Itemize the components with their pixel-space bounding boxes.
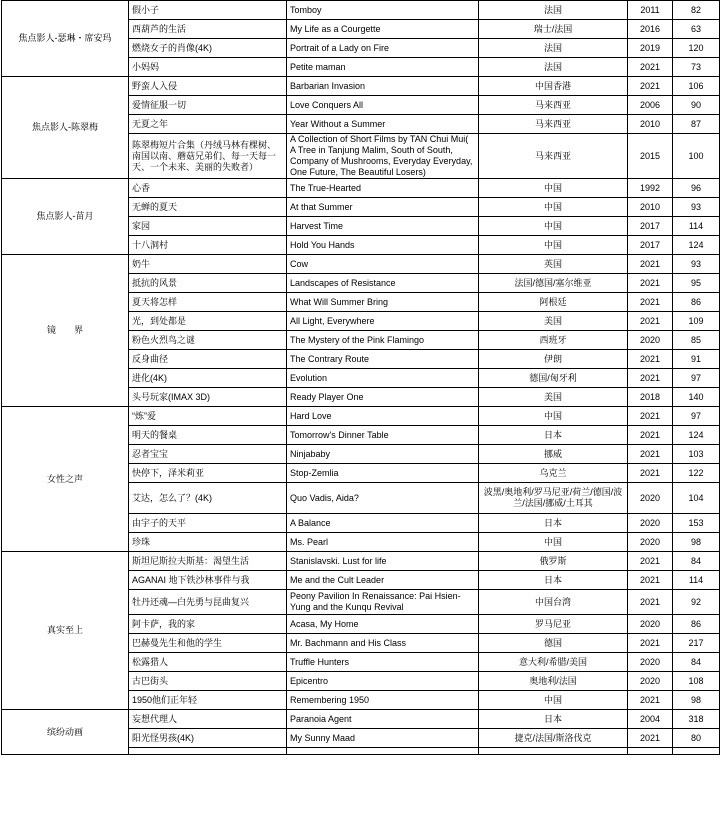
duration-cell: 98	[673, 691, 720, 710]
year-cell: 1992	[628, 179, 673, 198]
english-title-cell: The Contrary Route	[287, 350, 479, 369]
chinese-title-cell: 牡丹还魂—白先勇与昆曲复兴	[129, 590, 287, 615]
duration-cell: 92	[673, 590, 720, 615]
english-title-cell: Tomboy	[287, 1, 479, 20]
country-cell: 美国	[479, 388, 628, 407]
english-title-cell: Landscapes of Resistance	[287, 274, 479, 293]
year-cell: 2021	[628, 464, 673, 483]
year-cell: 2020	[628, 672, 673, 691]
chinese-title-cell: 进化(4K)	[129, 369, 287, 388]
duration-cell	[673, 748, 720, 755]
chinese-title-cell: 奶牛	[129, 255, 287, 274]
english-title-cell: Stanislavski. Lust for life	[287, 552, 479, 571]
chinese-title-cell: 小妈妈	[129, 58, 287, 77]
chinese-title-cell: 明天的餐桌	[129, 426, 287, 445]
country-cell: 马来西亚	[479, 115, 628, 134]
chinese-title-cell: 光，到处都是	[129, 312, 287, 331]
year-cell: 2021	[628, 571, 673, 590]
duration-cell: 103	[673, 445, 720, 464]
duration-cell: 108	[673, 672, 720, 691]
country-cell: 德国	[479, 634, 628, 653]
chinese-title-cell: 爱情征服一切	[129, 96, 287, 115]
duration-cell: 318	[673, 710, 720, 729]
country-cell: 中国台湾	[479, 590, 628, 615]
duration-cell: 109	[673, 312, 720, 331]
duration-cell: 153	[673, 514, 720, 533]
chinese-title-cell: 十八洞村	[129, 236, 287, 255]
year-cell: 2021	[628, 426, 673, 445]
section-name: 真实至上	[2, 552, 129, 710]
year-cell: 2021	[628, 729, 673, 748]
year-cell	[628, 748, 673, 755]
country-cell: 乌克兰	[479, 464, 628, 483]
chinese-title-cell: 野蛮人入侵	[129, 77, 287, 96]
year-cell: 2021	[628, 590, 673, 615]
chinese-title-cell: 夏天将怎样	[129, 293, 287, 312]
chinese-title-cell: 快停下，泽米莉亚	[129, 464, 287, 483]
year-cell: 2020	[628, 615, 673, 634]
year-cell: 2020	[628, 514, 673, 533]
duration-cell: 91	[673, 350, 720, 369]
country-cell: 中国香港	[479, 77, 628, 96]
english-title-cell: My Life as a Courgette	[287, 20, 479, 39]
duration-cell: 82	[673, 1, 720, 20]
english-title-cell: Acasa, My Home	[287, 615, 479, 634]
country-cell: 捷克/法国/斯洛伐克	[479, 729, 628, 748]
country-cell: 中国	[479, 691, 628, 710]
chinese-title-cell: 忍者宝宝	[129, 445, 287, 464]
duration-cell: 85	[673, 331, 720, 350]
year-cell: 2021	[628, 552, 673, 571]
year-cell: 2010	[628, 115, 673, 134]
country-cell: 法国	[479, 58, 628, 77]
country-cell: 中国	[479, 198, 628, 217]
section-name: 女性之声	[2, 407, 129, 552]
chinese-title-cell: AGANAI 地下铁沙林事件与我	[129, 571, 287, 590]
country-cell: 中国	[479, 179, 628, 198]
year-cell: 2021	[628, 369, 673, 388]
country-cell: 法国	[479, 39, 628, 58]
duration-cell: 93	[673, 198, 720, 217]
year-cell: 2020	[628, 653, 673, 672]
duration-cell: 122	[673, 464, 720, 483]
duration-cell: 86	[673, 293, 720, 312]
table-row	[2, 1, 720, 20]
chinese-title-cell: 反身曲径	[129, 350, 287, 369]
year-cell: 2020	[628, 483, 673, 514]
english-title-cell: Petite maman	[287, 58, 479, 77]
duration-cell: 97	[673, 369, 720, 388]
year-cell: 2021	[628, 350, 673, 369]
english-title-cell: Hard Love	[287, 407, 479, 426]
year-cell: 2004	[628, 710, 673, 729]
year-cell: 2021	[628, 77, 673, 96]
country-cell: 日本	[479, 514, 628, 533]
year-cell: 2021	[628, 312, 673, 331]
english-title-cell: At that Summer	[287, 198, 479, 217]
duration-cell: 124	[673, 426, 720, 445]
country-cell: 马来西亚	[479, 134, 628, 179]
year-cell: 2015	[628, 134, 673, 179]
duration-cell: 86	[673, 615, 720, 634]
film-schedule-table	[1, 0, 720, 755]
english-title-cell: The True-Hearted	[287, 179, 479, 198]
country-cell: 德国/匈牙利	[479, 369, 628, 388]
chinese-title-cell: 无蝉的夏天	[129, 198, 287, 217]
chinese-title-cell: 妄想代理人	[129, 710, 287, 729]
duration-cell: 73	[673, 58, 720, 77]
english-title-cell: Barbarian Invasion	[287, 77, 479, 96]
chinese-title-cell: 古巴街头	[129, 672, 287, 691]
country-cell: 美国	[479, 312, 628, 331]
chinese-title-cell: 陈翠梅短片合集（丹绒马林有棵树、南国以南、蘑菇兄弟们、每一天每一天、一个未来、美丽的失败者）	[129, 134, 287, 179]
year-cell: 2017	[628, 236, 673, 255]
english-title-cell: What Will Summer Bring	[287, 293, 479, 312]
year-cell: 2021	[628, 293, 673, 312]
english-title-cell: Ms. Pearl	[287, 533, 479, 552]
chinese-title-cell: 心香	[129, 179, 287, 198]
english-title-cell: Hold You Hands	[287, 236, 479, 255]
chinese-title-cell: 阳光怪男孩(4K)	[129, 729, 287, 748]
section-name: 焦点影人-瑟琳・席安玛	[2, 1, 129, 77]
year-cell: 2010	[628, 198, 673, 217]
year-cell: 2021	[628, 274, 673, 293]
english-title-cell: Harvest Time	[287, 217, 479, 236]
chinese-title-cell: 斯坦尼斯拉夫斯基：渴望生活	[129, 552, 287, 571]
chinese-title-cell: 粉色火烈鸟之谜	[129, 331, 287, 350]
year-cell: 2021	[628, 58, 673, 77]
country-cell: 中国	[479, 236, 628, 255]
chinese-title-cell	[129, 748, 287, 755]
year-cell: 2021	[628, 255, 673, 274]
duration-cell: 63	[673, 20, 720, 39]
chinese-title-cell: 由宇子的天平	[129, 514, 287, 533]
year-cell: 2019	[628, 39, 673, 58]
country-cell: 中国	[479, 217, 628, 236]
year-cell: 2021	[628, 634, 673, 653]
country-cell: 俄罗斯	[479, 552, 628, 571]
duration-cell: 120	[673, 39, 720, 58]
section-name: 镜 界	[2, 255, 129, 407]
table-row	[2, 710, 720, 729]
table-row	[2, 77, 720, 96]
chinese-title-cell: 家园	[129, 217, 287, 236]
country-cell: 法国	[479, 1, 628, 20]
chinese-title-cell: 燃烧女子的肖像(4K)	[129, 39, 287, 58]
country-cell: 西班牙	[479, 331, 628, 350]
country-cell: 日本	[479, 426, 628, 445]
chinese-title-cell: 无夏之年	[129, 115, 287, 134]
year-cell: 2021	[628, 691, 673, 710]
english-title-cell: Quo Vadis, Aida?	[287, 483, 479, 514]
country-cell: 挪威	[479, 445, 628, 464]
country-cell: 英国	[479, 255, 628, 274]
country-cell: 法国/德国/塞尔维亚	[479, 274, 628, 293]
country-cell: 意大利/希腊/美国	[479, 653, 628, 672]
country-cell: 中国	[479, 533, 628, 552]
duration-cell: 97	[673, 407, 720, 426]
english-title-cell: Stop-Zemlia	[287, 464, 479, 483]
english-title-cell: All Light, Everywhere	[287, 312, 479, 331]
country-cell: 奥地利/法国	[479, 672, 628, 691]
english-title-cell: My Sunny Maad	[287, 729, 479, 748]
english-title-cell: Evolution	[287, 369, 479, 388]
english-title-cell: A Collection of Short Films by TAN Chui Mui( A Tree in Tanjung Malim, South of South, Company of Mushrooms, Everyday Everyday, One Future, The Beautiful Losers)	[287, 134, 479, 179]
country-cell: 罗马尼亚	[479, 615, 628, 634]
english-title-cell: A Balance	[287, 514, 479, 533]
duration-cell: 114	[673, 217, 720, 236]
year-cell: 2020	[628, 533, 673, 552]
english-title-cell: Portrait of a Lady on Fire	[287, 39, 479, 58]
english-title-cell: The Mystery of the Pink Flamingo	[287, 331, 479, 350]
country-cell	[479, 748, 628, 755]
chinese-title-cell: 西葫芦的生活	[129, 20, 287, 39]
chinese-title-cell: 艾达，怎么了？(4K)	[129, 483, 287, 514]
duration-cell: 98	[673, 533, 720, 552]
duration-cell: 217	[673, 634, 720, 653]
country-cell: 波黑/奥地利/罗马尼亚/荷兰/德国/波兰/法国/挪威/土耳其	[479, 483, 628, 514]
chinese-title-cell: 假小子	[129, 1, 287, 20]
year-cell: 2021	[628, 407, 673, 426]
year-cell: 2018	[628, 388, 673, 407]
chinese-title-cell: 巴赫曼先生和他的学生	[129, 634, 287, 653]
english-title-cell	[287, 748, 479, 755]
duration-cell: 124	[673, 236, 720, 255]
english-title-cell: Peony Pavilion In Renaissance: Pai Hsien-Yung and the Kunqu Revival	[287, 590, 479, 615]
english-title-cell: Mr. Bachmann and His Class	[287, 634, 479, 653]
year-cell: 2011	[628, 1, 673, 20]
duration-cell: 96	[673, 179, 720, 198]
country-cell: 瑞士/法国	[479, 20, 628, 39]
english-title-cell: Year Without a Summer	[287, 115, 479, 134]
year-cell: 2021	[628, 445, 673, 464]
year-cell: 2006	[628, 96, 673, 115]
chinese-title-cell: 抵抗的风景	[129, 274, 287, 293]
duration-cell: 104	[673, 483, 720, 514]
duration-cell: 84	[673, 653, 720, 672]
section-name: 焦点影人-陈翠梅	[2, 77, 129, 179]
year-cell: 2020	[628, 331, 673, 350]
country-cell: 阿根廷	[479, 293, 628, 312]
year-cell: 2017	[628, 217, 673, 236]
duration-cell: 80	[673, 729, 720, 748]
english-title-cell: Cow	[287, 255, 479, 274]
english-title-cell: Paranoia Agent	[287, 710, 479, 729]
country-cell: 中国	[479, 407, 628, 426]
english-title-cell: Love Conquers All	[287, 96, 479, 115]
english-title-cell: Ninjababy	[287, 445, 479, 464]
table-row	[2, 407, 720, 426]
duration-cell: 93	[673, 255, 720, 274]
chinese-title-cell: 阿卡萨，我的家	[129, 615, 287, 634]
duration-cell: 114	[673, 571, 720, 590]
english-title-cell: Tomorrow's Dinner Table	[287, 426, 479, 445]
chinese-title-cell: 珍珠	[129, 533, 287, 552]
chinese-title-cell: “炼”爱	[129, 407, 287, 426]
duration-cell: 84	[673, 552, 720, 571]
table-row	[2, 179, 720, 198]
chinese-title-cell: 1950他们正年轻	[129, 691, 287, 710]
table-row	[2, 552, 720, 571]
country-cell: 日本	[479, 710, 628, 729]
english-title-cell: Epicentro	[287, 672, 479, 691]
duration-cell: 140	[673, 388, 720, 407]
english-title-cell: Ready Player One	[287, 388, 479, 407]
english-title-cell: Remembering 1950	[287, 691, 479, 710]
english-title-cell: Me and the Cult Leader	[287, 571, 479, 590]
table-row	[2, 255, 720, 274]
duration-cell: 87	[673, 115, 720, 134]
english-title-cell: Truffle Hunters	[287, 653, 479, 672]
section-name: 焦点影人-苗月	[2, 179, 129, 255]
country-cell: 马来西亚	[479, 96, 628, 115]
duration-cell: 95	[673, 274, 720, 293]
duration-cell: 90	[673, 96, 720, 115]
section-name: 缤纷动画	[2, 710, 129, 755]
country-cell: 伊朗	[479, 350, 628, 369]
duration-cell: 100	[673, 134, 720, 179]
duration-cell: 106	[673, 77, 720, 96]
country-cell: 日本	[479, 571, 628, 590]
year-cell: 2016	[628, 20, 673, 39]
chinese-title-cell: 头号玩家(IMAX 3D)	[129, 388, 287, 407]
chinese-title-cell: 松露猎人	[129, 653, 287, 672]
